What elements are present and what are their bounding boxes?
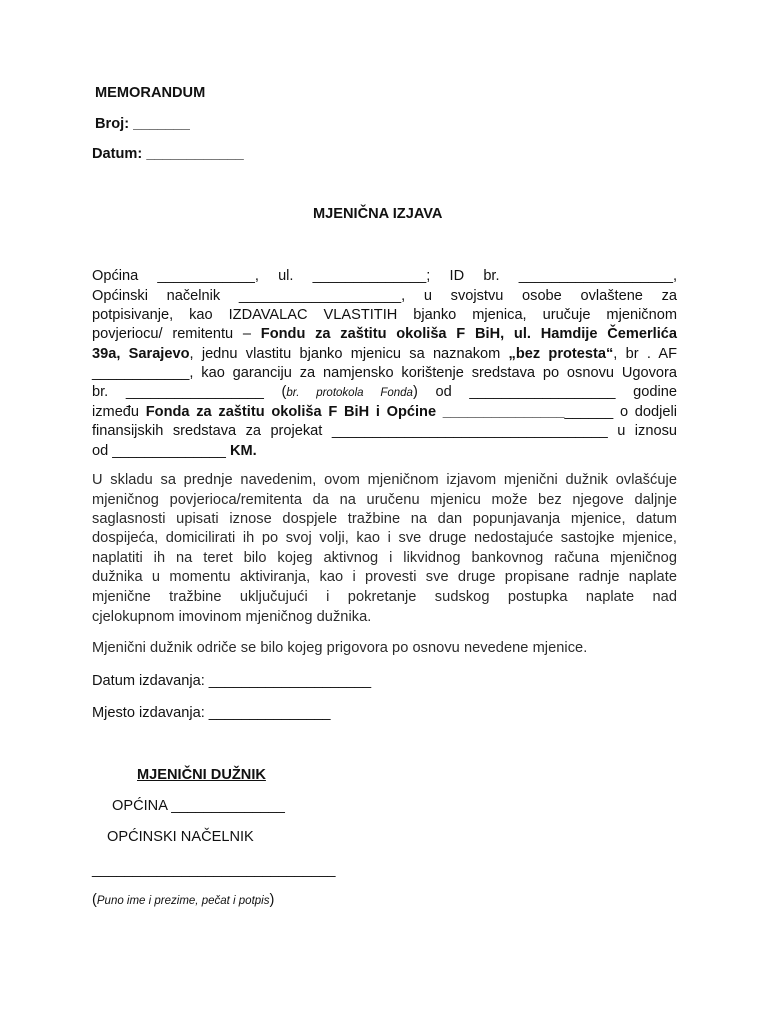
parties-bold: Fonda za zaštitu okoliša F BiH i Općine _______________ <box>145 404 565 420</box>
p1-line-2: Općinski načelnik ____________________, u svojstvu osobe ovlaštene za <box>92 288 677 304</box>
p1-line-4-text: povjeriocu/ remitentu – <box>92 326 261 342</box>
fond-address-bold: 39a, Sarajevo <box>92 346 190 362</box>
document-title: MJENIČNA IZJAVA <box>313 206 443 222</box>
datum-field: Datum: ____________ <box>92 146 244 162</box>
p1-line-5-text: , jednu vlastitu bjanko mjenicu sa naznakom <box>189 346 509 362</box>
p1-line-3: potpisivanje, kao IZDAVALAC VLASTITIH bjanko mjenica, uručuje mjeničnom <box>92 307 677 323</box>
p1-line-7-end: ) od __________________ godine <box>412 384 677 400</box>
p2-line-2: mjeničnog povjerioca/remitenta da na uručenu mjenicu može bez njegove daljnje <box>92 492 677 508</box>
datum-izdavanja-field: Datum izdavanja: ____________________ <box>92 673 372 689</box>
fond-name-bold: Fondu za zaštitu okoliša F BiH, ul. Hamdije Čemerlića <box>260 326 677 342</box>
p2-line-4: dospijeća, domicilirati ih po svoj volji, kao i sve druge nedostajuće sastojke mjenice, <box>92 530 677 546</box>
signature-line: ______________________________ <box>92 862 336 878</box>
km-bold: KM. <box>229 443 257 459</box>
nacelnik-label: OPĆINSKI NAČELNIK <box>107 829 254 845</box>
p1-line-9: finansijskih sredstava za projekat __________________________________ u iznosu <box>92 423 677 439</box>
caption-text: Puno ime i prezime, pečat i potpis <box>96 895 270 907</box>
p1-line-10 <box>92 441 257 461</box>
p2-line-7: mjenične tražbine uključujući i pokretanje sudskog postupka naplate nad <box>92 589 677 605</box>
p1-line-7-text: br. _________________ ( <box>92 384 287 400</box>
p1-line-5 <box>92 345 677 365</box>
opcina-field: OPĆINA ______________ <box>112 798 285 814</box>
bez-protesta-bold: „bez protesta“ <box>508 346 614 362</box>
p2-line-5: naplatiti ih na teret bilo kojeg aktivnog i likvidnog bankovnog računa mjeničnog <box>92 550 677 566</box>
protokol-note: br. protokola Fonda <box>286 387 413 399</box>
p1-line-8-text: između <box>92 404 146 420</box>
p2-line-1: U skladu sa prednje navedenim, ovom mjeničnom izjavom mjenični dužnik ovlašćuje <box>92 472 677 488</box>
caption-paren-close: ) <box>269 892 275 908</box>
memorandum-heading: MEMORANDUM <box>95 85 206 101</box>
p2-line-8: cjelokupnom imovinom mjeničnog dužnika. <box>92 609 372 625</box>
p1-line-5-af: , br . AF <box>613 346 677 362</box>
p1-line-4 <box>92 325 677 345</box>
mjesto-izdavanja-field: Mjesto izdavanja: _______________ <box>92 705 331 721</box>
p1-line-1: Općina ____________, ul. ______________; ID br. ___________________, <box>92 268 677 284</box>
waiver-sentence: Mjenični dužnik odriče se bilo kojeg prigovora po osnovu nevedene mjenice. <box>92 640 588 656</box>
duznik-heading: MJENIČNI DUŽNIK <box>137 767 266 783</box>
p1-line-8 <box>92 403 677 423</box>
caption-paren-open: ( <box>92 892 97 908</box>
p1-line-6: ____________, kao garanciju za namjensko korištenje sredstava po osnovu Ugovora <box>92 365 677 381</box>
iznos-field: od ______________ <box>92 443 230 459</box>
p1-line-8-end: ______ o dodjeli <box>564 404 677 420</box>
p2-line-6: dužnika u momentu aktiviranja, kao i provesti sve druge propisane radnje naplate <box>92 569 677 585</box>
signature-caption <box>92 890 274 911</box>
p2-line-3: saglasnosti upisati iznose dospjele tražbine na dan popunjavanja mjenice, datum <box>92 511 677 527</box>
p1-line-7 <box>92 383 677 404</box>
broj-field: Broj: _______ <box>95 116 190 132</box>
